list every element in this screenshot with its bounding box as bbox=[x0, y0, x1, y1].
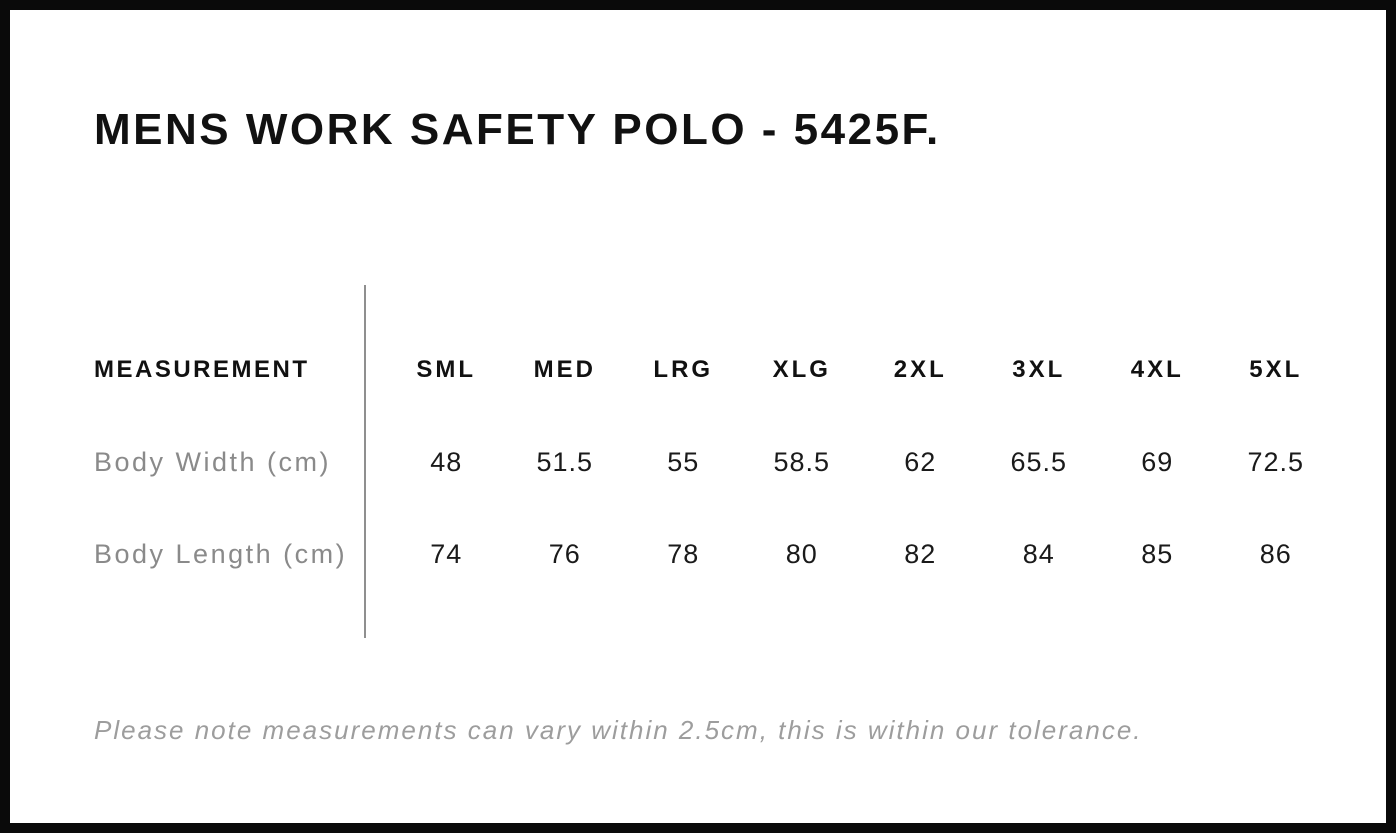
body-width-4xl: 69 bbox=[1141, 446, 1174, 477]
table-divider-line bbox=[364, 285, 366, 638]
row-label-body-length: Body Length (cm) bbox=[94, 538, 348, 569]
column-header-med: MED bbox=[533, 356, 596, 383]
table-header-row bbox=[94, 324, 1335, 416]
column-header-5xl: 5XL bbox=[1249, 356, 1303, 383]
column-header-3xl: 3XL bbox=[1012, 356, 1066, 383]
body-length-4xl: 85 bbox=[1141, 538, 1174, 569]
table-row-body-length bbox=[94, 508, 1335, 600]
body-length-lrg: 78 bbox=[667, 538, 700, 569]
body-width-sml: 48 bbox=[430, 446, 463, 477]
table-row-body-width bbox=[94, 416, 1335, 508]
column-header-2xl: 2XL bbox=[893, 356, 947, 383]
column-header-xlg: XLG bbox=[772, 356, 831, 383]
column-header-lrg: LRG bbox=[653, 356, 714, 383]
body-width-lrg: 55 bbox=[667, 446, 700, 477]
body-width-xlg: 58.5 bbox=[773, 446, 831, 477]
body-width-med: 51.5 bbox=[536, 446, 594, 477]
column-header-measurement: MEASUREMENT bbox=[94, 356, 310, 383]
body-length-sml: 74 bbox=[430, 538, 463, 569]
page-title: MENS WORK SAFETY POLO - 5425F. bbox=[94, 105, 941, 154]
body-length-3xl: 84 bbox=[1022, 538, 1055, 569]
column-header-sml: SML bbox=[416, 356, 477, 383]
body-length-2xl: 82 bbox=[904, 538, 937, 569]
column-header-4xl: 4XL bbox=[1130, 356, 1184, 383]
body-length-5xl: 86 bbox=[1259, 538, 1292, 569]
body-width-5xl: 72.5 bbox=[1247, 446, 1305, 477]
body-width-2xl: 62 bbox=[904, 446, 937, 477]
body-length-xlg: 80 bbox=[785, 538, 818, 569]
body-width-3xl: 65.5 bbox=[1010, 446, 1068, 477]
body-length-med: 76 bbox=[548, 538, 581, 569]
tolerance-note: Please note measurements can vary within 2.5cm, this is within our tolerance. bbox=[94, 715, 1143, 745]
row-label-body-width: Body Width (cm) bbox=[94, 446, 332, 477]
size-chart-table bbox=[94, 285, 1335, 638]
